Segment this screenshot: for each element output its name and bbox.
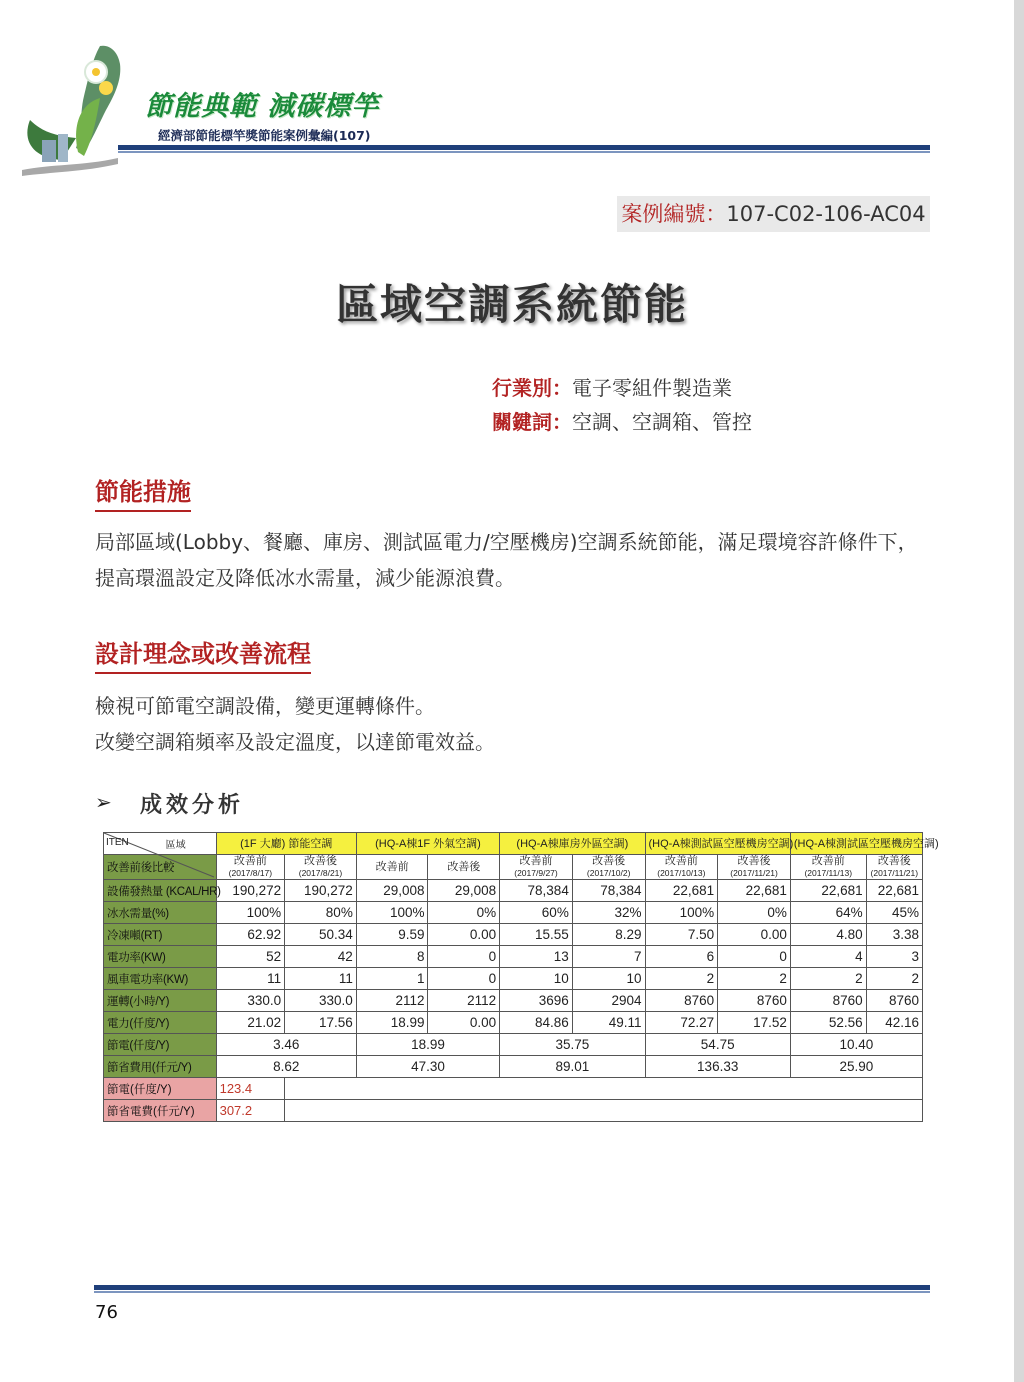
brand-subtitle: 經濟部節能標竿獎節能案例彙編(107) xyxy=(158,128,371,143)
total-label: 節電(仟度/Y) xyxy=(104,1078,217,1100)
table-cell: 0.00 xyxy=(428,1012,500,1034)
table-cell: 1 xyxy=(356,968,428,990)
table-cell: 78,384 xyxy=(500,880,573,902)
section-heading-measures: 節能措施 xyxy=(95,472,191,512)
total-value: 307.2 xyxy=(216,1100,285,1122)
compare-subheader xyxy=(572,855,645,880)
table-totals xyxy=(104,1078,923,1122)
area-header: (HQ-A棟測試區空壓機房空調) xyxy=(790,833,922,855)
subheader-title: 改善前 xyxy=(375,861,409,873)
summary-cell: 47.30 xyxy=(356,1056,499,1078)
table-cell: 0 xyxy=(718,946,791,968)
total-value: 123.4 xyxy=(216,1078,285,1100)
summary-cell: 18.99 xyxy=(356,1034,499,1056)
table-cell: 190,272 xyxy=(216,880,285,902)
table-cell: 10 xyxy=(500,968,573,990)
subheader-date: (2017/9/27) xyxy=(514,868,558,878)
table-row xyxy=(104,990,923,1012)
row-label: 冷凍噸(RT) xyxy=(104,924,217,946)
measures-text: 局部區域(Lobby、餐廳、庫房、測試區電力/空壓機房)空調系統節能，滿足環境容許條件下，提高環溫設定及降低冰水需量，減少能源浪費。 xyxy=(95,530,918,590)
area-header: (HQ-A棟1F 外氣空調) xyxy=(356,833,499,855)
compare-subheader xyxy=(645,855,718,880)
table-cell: 84.86 xyxy=(500,1012,573,1034)
corner-area-label: 區域 xyxy=(165,840,186,851)
table-cell: 4 xyxy=(790,946,866,968)
compare-subheader xyxy=(216,855,285,880)
table-cell: 49.11 xyxy=(572,1012,645,1034)
compare-subheader xyxy=(790,855,866,880)
table-cell: 100% xyxy=(216,902,285,924)
area-header: (1F 大廳) 節能空調 xyxy=(216,833,356,855)
row-label: 節省費用(仟元/Y) xyxy=(104,1056,217,1078)
table-row xyxy=(104,902,923,924)
table-cell: 2904 xyxy=(572,990,645,1012)
industry-label: 行業別： xyxy=(492,376,572,400)
subheader-title: 改善前 xyxy=(811,855,845,867)
table-cell: 3696 xyxy=(500,990,573,1012)
table-cell: 22,681 xyxy=(645,880,718,902)
results-table xyxy=(103,832,939,1122)
table-cell: 2112 xyxy=(428,990,500,1012)
table-cell: 50.34 xyxy=(285,924,357,946)
arrow-bullet-icon: ➢ xyxy=(95,790,112,814)
summary-cell: 54.75 xyxy=(645,1034,790,1056)
table-cell: 32% xyxy=(572,902,645,924)
subheader-date: (2017/10/2) xyxy=(586,868,631,878)
subheader-date: (2017/11/21) xyxy=(870,868,919,878)
table-subheader-row xyxy=(104,855,923,880)
page-title: 區域空調系統節能 xyxy=(335,280,688,329)
table-row xyxy=(104,880,923,902)
table-cell: 2 xyxy=(790,968,866,990)
total-label: 節省電費(仟元/Y) xyxy=(104,1100,217,1122)
table-cell: 10 xyxy=(572,968,645,990)
table-row xyxy=(104,946,923,968)
table-header-row xyxy=(104,833,923,855)
table-cell: 3.38 xyxy=(866,924,922,946)
table-cell: 2 xyxy=(645,968,718,990)
corner-item-label: ITEN xyxy=(106,837,129,848)
table-cell: 13 xyxy=(500,946,573,968)
summary-cell: 25.90 xyxy=(790,1056,922,1078)
case-number-value: 107-C02-106-AC04 xyxy=(726,202,926,226)
row-label: 風車電功率(KW) xyxy=(104,968,217,990)
compare-subheader xyxy=(500,855,573,880)
keywords-value: 空調、空調箱、管控 xyxy=(572,410,752,434)
row-label: 電功率(KW) xyxy=(104,946,217,968)
case-number-label: 案例編號： xyxy=(621,202,727,226)
row-label: 冰水需量(%) xyxy=(104,902,217,924)
table-cell: 100% xyxy=(645,902,718,924)
table-summary xyxy=(104,1034,923,1078)
table-cell: 62.92 xyxy=(216,924,285,946)
table-cell: 8760 xyxy=(718,990,791,1012)
compare-subheader xyxy=(285,855,357,880)
table-cell: 22,681 xyxy=(790,880,866,902)
summary-cell: 89.01 xyxy=(500,1056,645,1078)
table-cell: 18.99 xyxy=(356,1012,428,1034)
summary-cell: 136.33 xyxy=(645,1056,790,1078)
table-row xyxy=(104,968,923,990)
table-cell: 0 xyxy=(428,968,500,990)
industry-line xyxy=(492,372,732,401)
table-body xyxy=(104,880,923,1034)
table-cell: 52 xyxy=(216,946,285,968)
table-cell: 64% xyxy=(790,902,866,924)
table-cell: 3 xyxy=(866,946,922,968)
brand-title: 節能典範 減碳標竿 xyxy=(145,91,380,122)
page-number: 76 xyxy=(95,1302,118,1323)
table-cell: 72.27 xyxy=(645,1012,718,1034)
table-cell: 7 xyxy=(572,946,645,968)
table-row xyxy=(104,1012,923,1034)
table-cell: 330.0 xyxy=(285,990,357,1012)
empty-cell xyxy=(285,1078,923,1100)
total-row xyxy=(104,1100,923,1122)
table-cell: 0 xyxy=(428,946,500,968)
row-label: 節電(仟度/Y) xyxy=(104,1034,217,1056)
table-cell: 78,384 xyxy=(572,880,645,902)
subheader-date: (2017/8/17) xyxy=(228,868,273,878)
row-label: 設備發熱量 (KCAL/HR) xyxy=(104,880,217,902)
area-header: (HQ-A棟測試區空壓機房空調) xyxy=(645,833,790,855)
subheader-title: 改善後 xyxy=(304,855,337,867)
area-header: (HQ-A棟庫房外區空調) xyxy=(500,833,645,855)
subheader-title: 改善前 xyxy=(519,855,553,867)
header-rule-thin xyxy=(118,151,930,153)
case-number-box xyxy=(617,196,930,232)
table-cell: 52.56 xyxy=(790,1012,866,1034)
table-cell: 60% xyxy=(500,902,573,924)
summary-cell: 35.75 xyxy=(500,1034,645,1056)
summary-cell: 10.40 xyxy=(790,1034,922,1056)
subheader-title: 改善後 xyxy=(737,855,771,867)
table-cell: 0.00 xyxy=(428,924,500,946)
table-cell: 8.29 xyxy=(572,924,645,946)
table-cell: 17.56 xyxy=(285,1012,357,1034)
page-edge-shadow xyxy=(1014,0,1024,1382)
table-cell: 22,681 xyxy=(866,880,922,902)
design-line-2: 改變空調箱頻率及設定溫度，以達節電效益。 xyxy=(95,730,495,754)
subheader-date: (2017/8/21) xyxy=(298,868,343,878)
table-cell: 11 xyxy=(285,968,357,990)
subheader-title: 改善前 xyxy=(664,855,698,867)
table-cell: 42 xyxy=(285,946,357,968)
table-cell: 0% xyxy=(718,902,791,924)
empty-cell xyxy=(285,1100,923,1122)
header-rule xyxy=(118,145,930,150)
results-heading: 成效分析 xyxy=(140,792,245,818)
table-cell: 45% xyxy=(866,902,922,924)
table-cell: 42.16 xyxy=(866,1012,922,1034)
section-heading-design: 設計理念或改善流程 xyxy=(95,634,311,674)
table-cell: 7.50 xyxy=(645,924,718,946)
keywords-label: 關鍵詞： xyxy=(492,410,572,434)
row-label: 電力(仟度/Y) xyxy=(104,1012,217,1034)
taiwan-leaf-logo-icon xyxy=(22,40,152,180)
summary-cell: 8.62 xyxy=(216,1056,356,1078)
table-cell: 11 xyxy=(216,968,285,990)
design-line-1: 檢視可節電空調設備，變更運轉條件。 xyxy=(95,694,435,718)
compare-subheader xyxy=(718,855,791,880)
keywords-line xyxy=(492,406,752,435)
row-label: 運轉(小時/Y) xyxy=(104,990,217,1012)
table-cell: 21.02 xyxy=(216,1012,285,1034)
subheader-title: 改善後 xyxy=(877,855,911,867)
compare-subheader xyxy=(866,855,922,880)
compare-subheader xyxy=(428,855,500,880)
table-cell: 9.59 xyxy=(356,924,428,946)
table-cell: 29,008 xyxy=(428,880,500,902)
table-cell: 29,008 xyxy=(356,880,428,902)
subheader-title: 改善前 xyxy=(233,855,267,867)
summary-row xyxy=(104,1056,923,1078)
footer-rule-thin xyxy=(94,1291,930,1293)
industry-value: 電子零組件製造業 xyxy=(572,376,732,400)
table-corner-cell xyxy=(104,833,217,855)
table-cell: 8760 xyxy=(866,990,922,1012)
summary-row xyxy=(104,1034,923,1056)
subheader-date: (2017/11/13) xyxy=(804,868,853,878)
table-cell: 0.00 xyxy=(718,924,791,946)
summary-cell: 3.46 xyxy=(216,1034,356,1056)
table-cell: 330.0 xyxy=(216,990,285,1012)
subheader-title: 改善後 xyxy=(447,861,481,873)
subheader-date: (2017/11/21) xyxy=(730,868,778,878)
table-cell: 8760 xyxy=(645,990,718,1012)
table-cell: 2 xyxy=(718,968,791,990)
table-row xyxy=(104,924,923,946)
total-row xyxy=(104,1078,923,1100)
footer-rule xyxy=(94,1285,930,1290)
compare-subheader xyxy=(356,855,428,880)
subheader-title: 改善後 xyxy=(592,855,626,867)
table-cell: 8 xyxy=(356,946,428,968)
table-cell: 22,681 xyxy=(718,880,791,902)
table-cell: 8760 xyxy=(790,990,866,1012)
table-cell: 0% xyxy=(428,902,500,924)
table-cell: 17.52 xyxy=(718,1012,791,1034)
table-cell: 4.80 xyxy=(790,924,866,946)
compare-label: 改善前後比較 xyxy=(104,855,217,880)
table-cell: 6 xyxy=(645,946,718,968)
table-cell: 100% xyxy=(356,902,428,924)
table-cell: 2 xyxy=(866,968,922,990)
table-cell: 190,272 xyxy=(285,880,357,902)
subheader-date: (2017/10/13) xyxy=(657,868,706,878)
table-cell: 2112 xyxy=(356,990,428,1012)
table-cell: 80% xyxy=(285,902,357,924)
table-cell: 15.55 xyxy=(500,924,573,946)
